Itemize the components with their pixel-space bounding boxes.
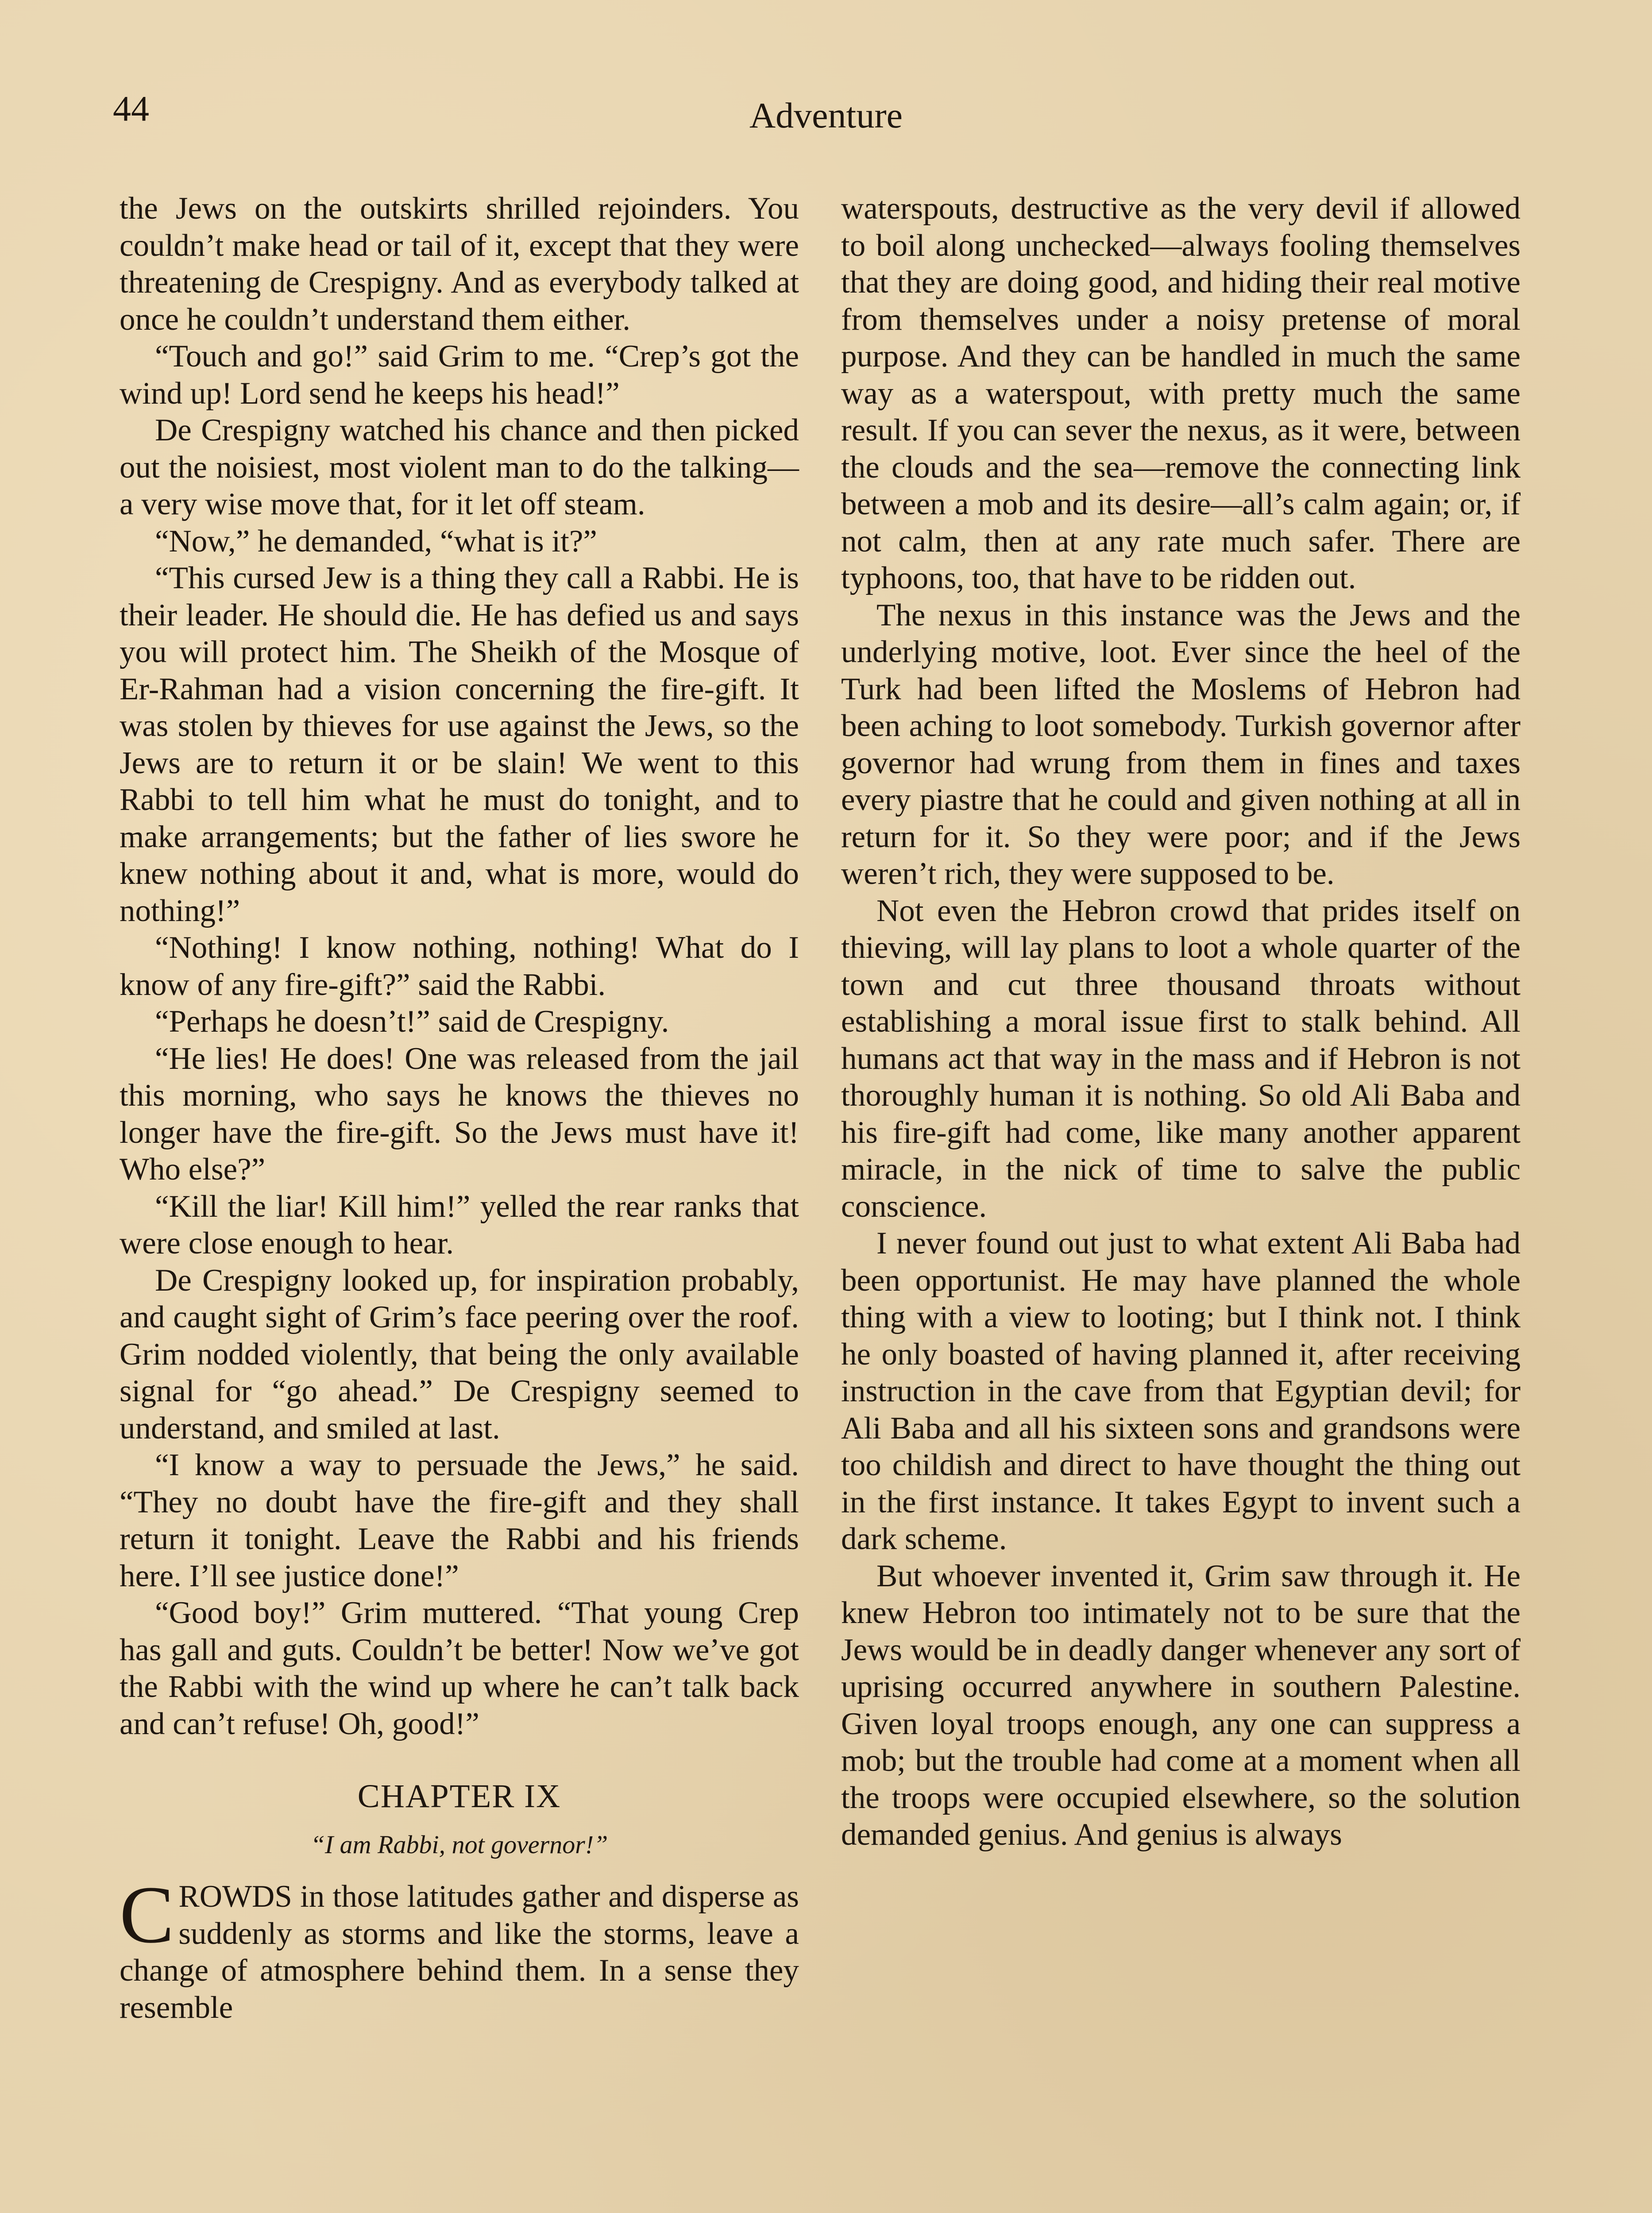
- first-paragraph-text: ROWDS in those latitudes gather and disperse as suddenly as storms and like the storms, leave a change of atmosphere behind them. In a sense they resemble: [120, 1879, 799, 2025]
- chapter-subtitle: “I am Rabbi, not governor!”: [310, 1830, 608, 1859]
- paragraph: “Good boy!” Grim muttered. “That young Crep has gall and guts. Couldn’t be better! Now we’ve got the Rabbi with the wind up where he can’t talk back and can’t refuse! Oh, good!”: [120, 1596, 799, 1741]
- paragraph: “Nothing! I know nothing, nothing! What do I know of any fire-gift?” said the Rabbi.: [120, 930, 799, 1002]
- drop-cap: C: [120, 1870, 174, 1960]
- chapter-first-paragraph: [120, 1870, 799, 2026]
- paragraph: I never found out just to what extent Ali Baba had been opportunist. He may have planned the whole thing with a view to looting; but I think not. I think he only boasted of having planned it, after receiving instruction in the cave from that Egyptian devil; for Ali Baba and all his sixteen sons and grandsons were too childish and direct to have thought the thing out in the first instance. It takes Egypt to invent such a dark scheme.: [841, 1226, 1521, 1556]
- paragraph: But whoever invented it, Grim saw through it. He knew Hebron too intimately not to be sure that the Jews would be in deadly danger whenever any sort of uprising occurred anywhere in southern Palestine. Given loyal troops enough, any one can suppress a mob; but the trouble had come at a moment when all the troops were occupied elsewhere, so the solution demanded genius. And genius is always: [841, 1558, 1521, 1852]
- paragraph: Not even the Hebron crowd that prides itself on thieving, will lay plans to loot a whole quarter of the town and cut three thousand throats without establishing a moral issue first to stalk behind. All humans act that way in the mass and if Hebron is not thoroughly human it is nothing. So old Ali Baba and his fire-gift had come, like many another apparent miracle, in the nick of time to salve the public conscience.: [841, 893, 1521, 1224]
- paragraph: the Jews on the outskirts shrilled rejoinders. You couldn’t make head or tail of it, except that they were threatening de Crespigny. And as everybody talked at once he couldn’t understand them either.: [120, 191, 799, 337]
- paragraph: “This cursed Jew is a thing they call a Rabbi. He is their leader. He should die. He has defied us and says you will protect him. The Sheikh of the Mosque of Er-Rahman had a vision concerning the fire-gift. It was stolen by thieves for use against the Jews, so the Jews are to return it or be slain! We went to this Rabbi to tell him what he must do tonight, and to make arrangements; but the father of lies swore he knew nothing about it and, what is more, would do nothing!”: [120, 561, 799, 928]
- paragraph: “Kill the liar! Kill him!” yelled the rear ranks that were close enough to hear.: [120, 1189, 799, 1261]
- paragraph: waterspouts, destructive as the very devil if allowed to boil along unchecked—always fooling themselves that they are doing good, and hiding their real motive from themselves under a noisy pretense of moral purpose. And they can be handled in much the same way as a waterspout, with pretty much the same result. If you can sever the nexus, as it were, between the clouds and the sea—remove the connecting link between a mob and its desire—all’s calm again; or, if not calm, then at any rate much safer. There are typhoons, too, that have to be ridden out.: [841, 191, 1521, 595]
- paragraph: “Touch and go!” said Grim to me. “Crep’s got the wind up! Lord send he keeps his head!”: [120, 339, 799, 411]
- paragraph: “Perhaps he doesn’t!” said de Crespigny.: [155, 1004, 669, 1039]
- chapter-heading: CHAPTER IX: [357, 1778, 561, 1815]
- paragraph: “He lies! He does! One was released from the jail this morning, who says he knows the thieves no longer have the fire-gift. So the Jews must have it! Who else?”: [120, 1041, 799, 1187]
- running-head: Adventure: [749, 95, 903, 135]
- page-number: 44: [113, 89, 149, 129]
- paragraph: De Crespigny watched his chance and then picked out the noisiest, most violent man to do the talking—a very wise move that, for it let off steam.: [120, 413, 799, 521]
- left-column: [120, 190, 799, 2213]
- paragraph: “I know a way to persuade the Jews,” he said. “They no doubt have the fire-gift and they shall return it tonight. Leave the Rabbi and his friends here. I’ll see justice done!”: [120, 1448, 799, 1593]
- right-column: [841, 190, 1521, 2213]
- paragraph: The nexus in this instance was the Jews and the underlying motive, loot. Ever since the heel of the Turk had been lifted the Moslems of Hebron had been aching to loot somebody. Turkish governor after governor had wrung from them in fines and taxes every piastre that he could and given nothing at all in return for it. So they were poor; and if the Jews weren’t rich, they were supposed to be.: [841, 598, 1521, 891]
- paragraph: De Crespigny looked up, for inspiration probably, and caught sight of Grim’s face peering over the roof. Grim nodded violently, that being the only available signal for “go ahead.” De Crespigny seemed to understand, and smiled at last.: [120, 1263, 799, 1446]
- paragraph: “Now,” he demanded, “what is it?”: [155, 524, 597, 559]
